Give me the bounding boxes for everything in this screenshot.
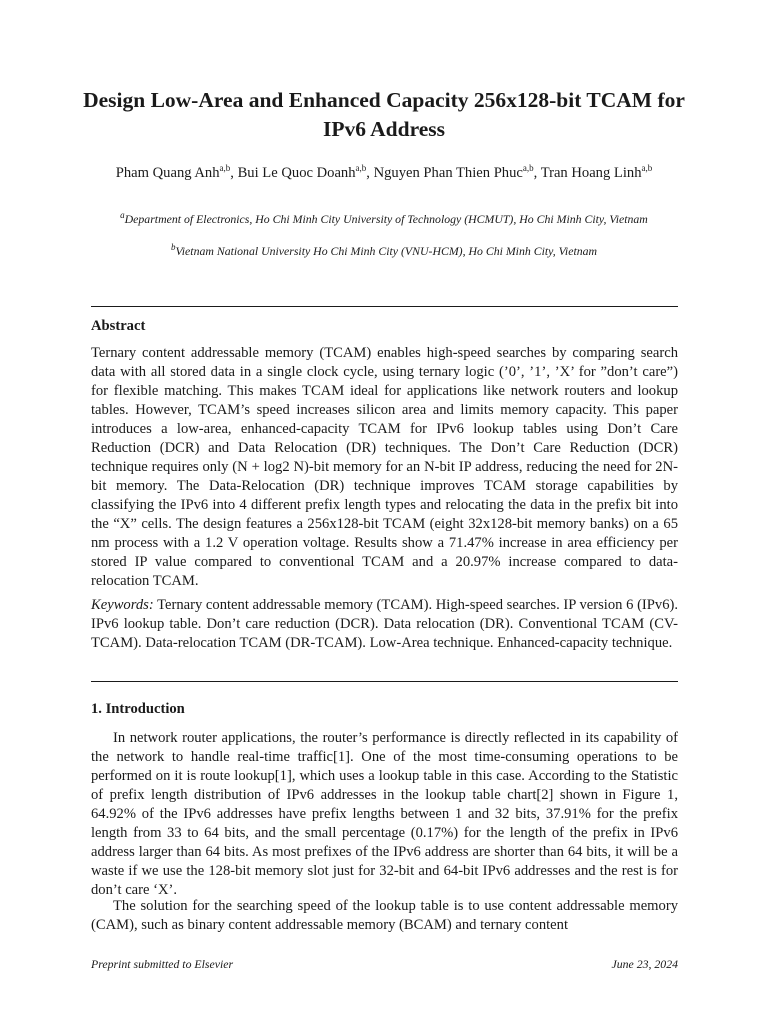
author: Nguyen Phan Thien Phuc$^{a,b}$, bbox=[373, 163, 541, 181]
paper-title: Design Low-Area and Enhanced Capacity 256x128-bit TCAM for IPv6 Address bbox=[83, 88, 685, 141]
footer-preprint-note: Preprint submitted to Elsevier bbox=[91, 957, 234, 971]
keywords-label: Keywords: bbox=[91, 597, 154, 613]
footer-date: June 23, 2024 bbox=[611, 957, 678, 971]
keywords-text: Ternary content addressable memory (TCAM). High-speed searches. IP version 6 (IPv6). IPv6 lookup table. Don’t care reduction (DCR). Data relocation (DR). Conventional TCAM (CV-TCAM). Data-relocation TCAM (DR-TCAM). Low-Area technique. Enhanced-capacity technique. bbox=[91, 597, 679, 651]
keywords bbox=[91, 596, 678, 653]
abstract-heading: Abstract bbox=[91, 318, 146, 334]
author: Pham Quang Anh$^{a,b}$, bbox=[115, 163, 238, 181]
abstract-text: Ternary content addressable memory (TCAM) enables high-speed searches by comparing search data with all stored data in a single clock cycle, using ternary logic (’0’, ’1’, ’X’ for ”don’t care”) for flexible matching. This makes TCAM ideal for applications like network routers and lookup tables. However, TCAM’s speed increases silicon area and limits memory capacity. This paper introduces a low-area, enhanced-capacity TCAM for IPv6 lookup tables using Don’t Care Reduction (DCR) and Data Relocation (DR) techniques. The Don’t Care Reduction (DCR) technique requires only (N + log2 N)-bit memory for an N-bit IP address, reducing the need for 2N-bit memory. The Data-Relocation (DR) technique improves TCAM storage capabilities by classifying the IPv6 into 4 different prefix length types and relocating the data in the prefix bit into the “X” cells. The design features a 256x128-bit TCAM (eight 32x128-bit memory banks) on a 65 nm process with a 1.2 V operation voltage. Results show a 71.47% increase in area efficiency per stored IP value compared to conventional TCAM and a 20.97% increase compared to data-relocation TCAM. bbox=[91, 345, 678, 589]
affiliation-b: $^b$Vietnam National University Ho Chi Minh City (VNU-HCM), Ho Chi Minh City, Vietnam bbox=[170, 242, 598, 258]
introduction-paragraph: The solution for the searching speed of the lookup table is to use content addressable memory (CAM), such as binary content addressable memory (BCAM) and ternary content bbox=[91, 898, 678, 933]
author: Bui Le Quoc Doanh$^{a,b}$, bbox=[237, 163, 374, 181]
introduction-paragraph: In network router applications, the router’s performance is directly reflected in its capability of the network to handle real-time traffic[1]. One of the most time-consuming operations to be performed on it is route lookup[1], which uses a lookup table in this case. According to the Statistic of prefix length distribution of IPv6 addresses in the lookup table chart[2] shown in Figure 1, 64.92% of the IPv6 addresses have prefix lengths between 1 and 32 bits, 37.91% for the prefix length from 33 to 64 bits, and the small percentage (0.17%) for the length of the prefix in IPv6 address larger than 64 bits. As most prefixes of the IPv6 address are shorter than 64 bits, it will be a waste if we use the 128-bit memory slot just for 32-bit and 64-bit IPv6 addresses and the rest is for don’t care ‘X’. bbox=[91, 730, 678, 898]
section-heading-introduction: 1. Introduction bbox=[91, 701, 185, 717]
abstract-top-rule bbox=[91, 306, 678, 307]
affiliation-a: $^a$Department of Electronics, Ho Chi Minh City University of Technology (HCMUT), Ho Chi Minh City, Vietnam bbox=[120, 210, 648, 226]
abstract-bottom-rule bbox=[91, 681, 678, 682]
author: Tran Hoang Linh$^{a,b}$ bbox=[540, 163, 653, 181]
author-list bbox=[90, 163, 678, 183]
